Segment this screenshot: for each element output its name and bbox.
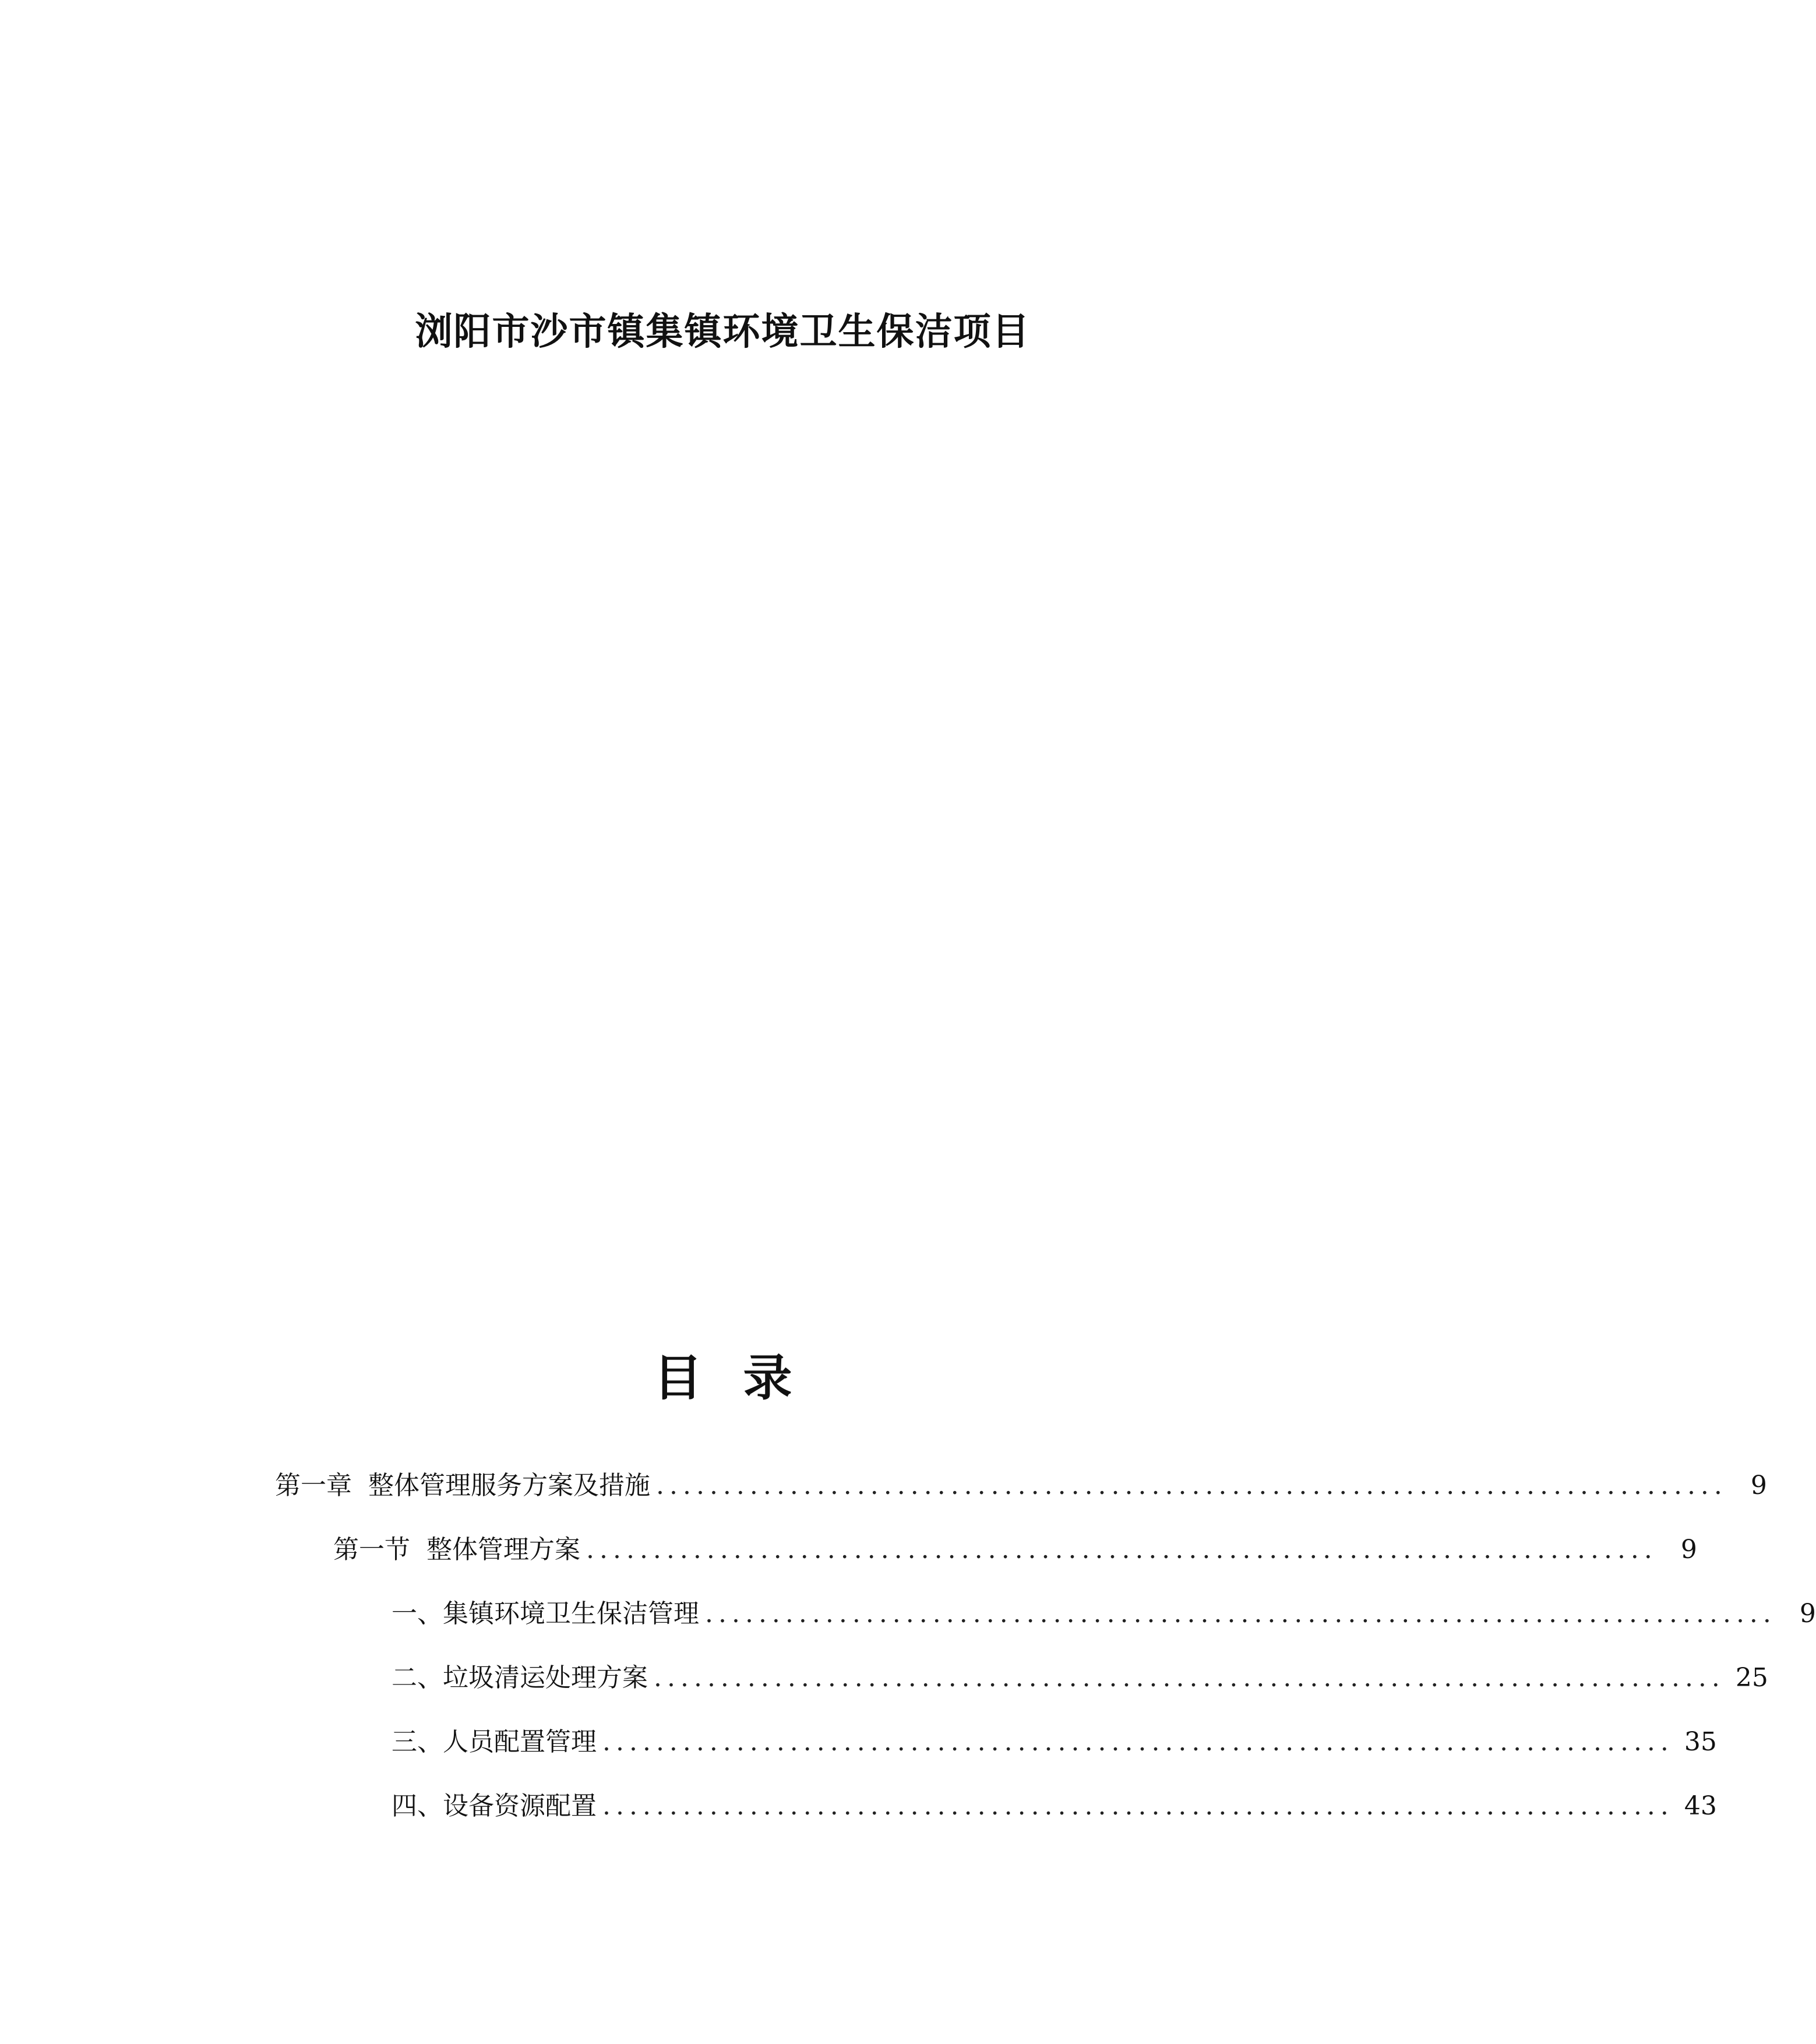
toc-entry[interactable]	[275, 1462, 1767, 1509]
toc-dot-leader: ................................................................................	[602, 1727, 1674, 1757]
toc-entry-label: 整体管理方案	[426, 1535, 580, 1564]
toc-dot-leader: ................................................................................	[602, 1791, 1674, 1821]
toc-entry[interactable]	[392, 1591, 1816, 1637]
toc-entry-number: 第一章	[275, 1471, 352, 1500]
toc-entry-page: 25	[1735, 1663, 1768, 1693]
toc-entry-number: 一、	[392, 1599, 443, 1629]
toc-dot-leader: ................................................................................	[654, 1663, 1725, 1693]
toc-entry-label: 集镇环境卫生保洁管理	[443, 1599, 699, 1629]
toc-entry-number: 四、	[392, 1791, 443, 1821]
toc-entry-page: 9	[1750, 1471, 1767, 1500]
toc-entry[interactable]	[392, 1783, 1717, 1830]
toc-dot-leader: ................................................................................	[656, 1471, 1727, 1500]
toc-entry-label: 设备资源配置	[443, 1791, 597, 1821]
toc-entry[interactable]	[333, 1527, 1697, 1573]
toc-entry-page: 9	[1799, 1599, 1816, 1629]
toc-entry-number: 二、	[392, 1663, 443, 1693]
toc-entry-number: 三、	[392, 1727, 443, 1757]
toc-heading-char: 目	[653, 1349, 703, 1407]
toc-entry[interactable]	[392, 1655, 1768, 1701]
toc-heading	[0, 1346, 1445, 1410]
toc-dot-leader: ................................................................................	[705, 1599, 1776, 1629]
toc-entry-page: 35	[1684, 1727, 1717, 1757]
toc-entry-number: 第一节	[333, 1535, 410, 1564]
toc-heading-char: 录	[743, 1349, 792, 1407]
document-title: 浏阳市沙市镇集镇环境卫生保洁项目	[415, 311, 1031, 354]
toc-entry-label: 人员配置管理	[443, 1727, 597, 1757]
toc-entry-label: 垃圾清运处理方案	[443, 1663, 648, 1693]
toc-entry-page: 43	[1684, 1791, 1717, 1821]
toc-entry[interactable]	[392, 1719, 1717, 1765]
toc-dot-leader: ................................................................................	[586, 1535, 1658, 1564]
toc-entry-page: 9	[1680, 1535, 1697, 1564]
toc-entry-label: 整体管理服务方案及措施	[368, 1471, 650, 1500]
